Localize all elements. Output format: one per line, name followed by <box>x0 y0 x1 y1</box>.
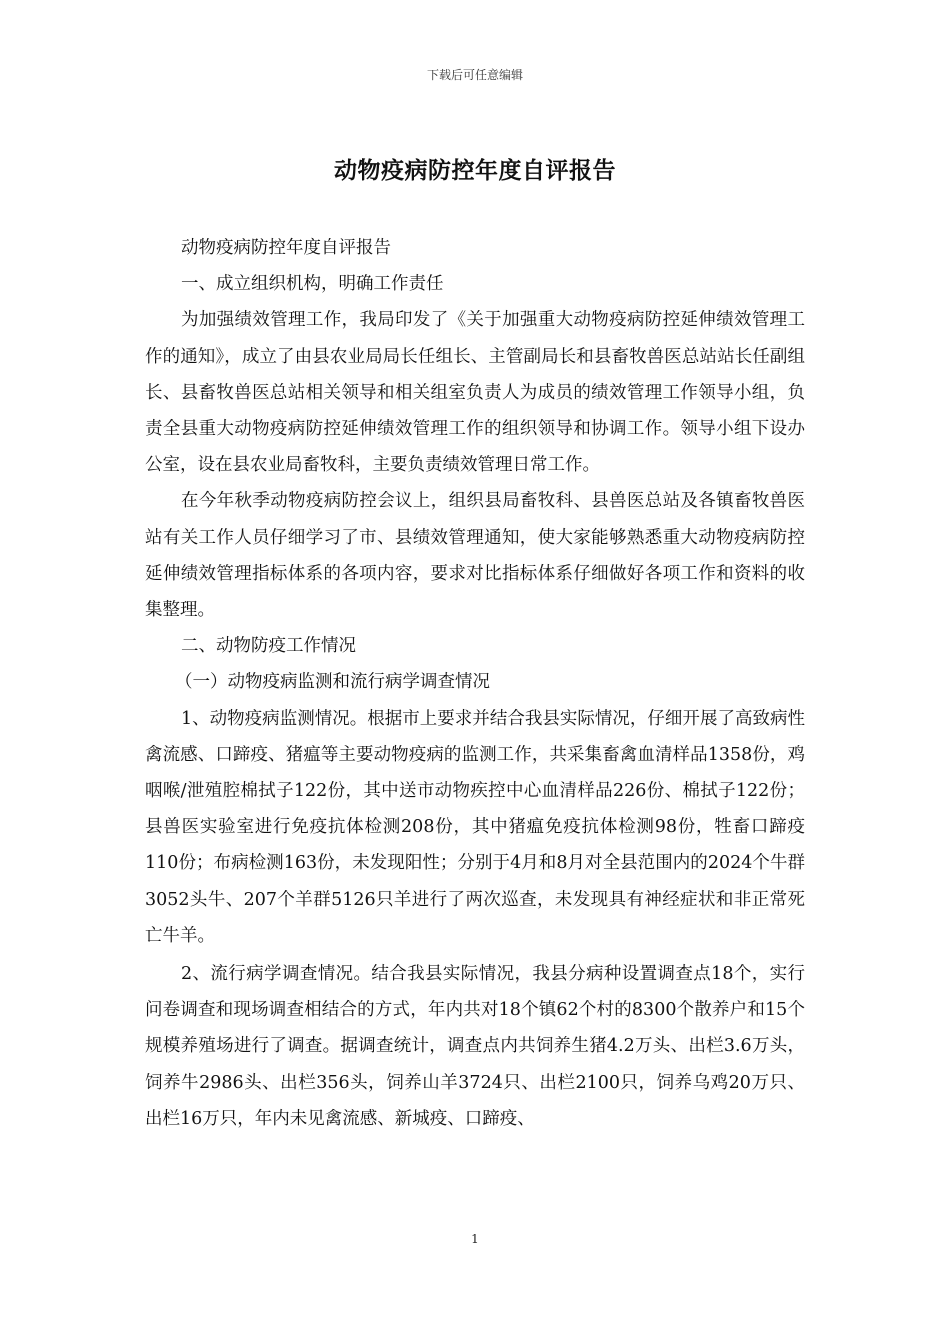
document-body <box>145 230 805 1137</box>
paragraph-subsection-1-heading: （一）动物疫病监测和流行病学调查情况 <box>175 672 490 693</box>
paragraph-section-1-heading: 一、成立组织机构，明确工作责任 <box>181 274 444 295</box>
page-number: 1 <box>471 1232 479 1246</box>
paragraph-org-setup: 为加强绩效管理工作，我局印发了《关于加强重大动物疫病防控延伸绩效管理工作的通知》，成立了由县农业局局长任组长、主管副局长和县畜牧兽医总站站长任副组长、县畜牧兽医总站相关领导和相关组室负责人为成员的绩效管理工作领导小组，负责全县重大动物疫病防控延伸绩效管理工作的组织领导和协调工作。领导小组下设办公室，设在县农业局畜牧科，主要负责绩效管理日常工作。 <box>145 310 805 476</box>
paragraph-epidemiology: 2、流行病学调查情况。结合我县实际情况，我县分病种设置调查点18个，实行问卷调查和现场调查相结合的方式，年内共对18个镇62个村的8300个散养户和15个规模养殖场进行了调查。据调查统计，调查点内共饲养生猪4.2万头、出栏3.6万头，饲养牛2986头、出栏356头，饲养山羊3724只、出栏2100只，饲养乌鸡20万只、出栏16万只，年内未见禽流感、新城疫、口蹄疫、 <box>145 964 805 1129</box>
page-header: 下载后可任意编辑 <box>426 68 523 82</box>
paragraph-monitoring: 1、动物疫病监测情况。根据市上要求并结合我县实际情况，仔细开展了高致病性禽流感、口蹄疫、猪瘟等主要动物疫病的监测工作，共采集畜禽血清样品1358份，鸡咽喉/泄殖腔棉拭子122份，其中送市动物疾控中心血清样品226份、棉拭子122份；县兽医实验室进行免疫抗体检测208份，其中猪瘟免疫抗体检测98份，牲畜口蹄疫110份；布病检测163份，未发现阳性；分别于4月和8月对全县范围内的2024个牛群3052头牛、207个羊群5126只羊进行了两次巡查，未发现具有神经症状和非正常死亡牛羊。 <box>145 708 805 946</box>
paragraph-autumn-meeting: 在今年秋季动物疫病防控会议上，组织县局畜牧科、县兽医总站及各镇畜牧兽医站有关工作人员仔细学习了市、县绩效管理通知，使大家能够熟悉重大动物疫病防控延伸绩效管理指标体系的各项内容，要求对比指标体系仔细做好各项工作和资料的收集整理。 <box>145 491 805 621</box>
paragraph-section-2-heading: 二、动物防疫工作情况 <box>181 636 356 657</box>
document-title: 动物疫病防控年度自评报告 <box>334 158 616 184</box>
paragraph-subtitle: 动物疫病防控年度自评报告 <box>181 238 391 258</box>
